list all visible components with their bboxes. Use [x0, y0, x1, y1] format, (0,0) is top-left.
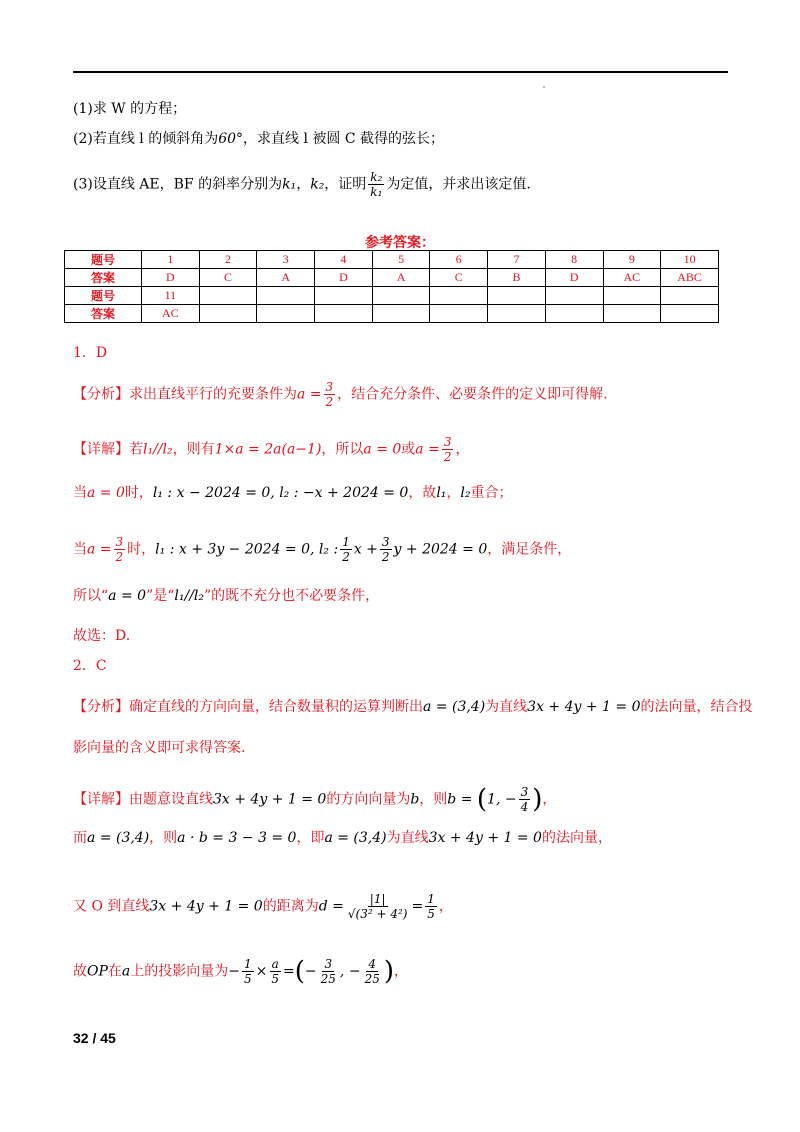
table-cell: A	[372, 269, 430, 287]
case-text: 时，	[124, 485, 153, 501]
case-text: 时，	[127, 541, 156, 558]
table-cell	[257, 287, 315, 305]
table-cell: D	[142, 269, 200, 287]
detail-text: 的方向向量为	[326, 791, 411, 808]
math-expr: a =	[415, 441, 440, 458]
math-expr: 3x + 4y + 1 = 0	[527, 699, 641, 715]
table-cell	[545, 287, 603, 305]
fraction	[442, 435, 454, 464]
detail-text: 而	[73, 830, 87, 846]
table-cell	[545, 305, 603, 323]
math-expr: x +	[353, 541, 378, 558]
table-cell: 5	[372, 251, 430, 269]
fraction-numerator: 3	[115, 535, 124, 549]
fraction-numerator: 1	[244, 957, 252, 971]
slope-ratio-fraction	[368, 170, 384, 199]
analysis-text: 【分析】求出直线平行的充要条件为	[73, 386, 297, 403]
detail-text: 的法向量，	[541, 830, 612, 846]
table-cell: 8	[545, 251, 603, 269]
math-expr: −	[228, 963, 240, 980]
fraction	[242, 957, 254, 986]
detail-text: 又 O 到直线	[73, 898, 150, 915]
fraction	[363, 957, 382, 986]
question-2	[73, 129, 444, 149]
fraction	[269, 957, 281, 986]
detail-text: 【详解】由题意设直线	[73, 791, 213, 808]
slope-k2: k₂	[310, 176, 325, 193]
conclusion-text: ”的既不充分也不必要条件，	[204, 588, 380, 604]
detail-text: 或	[401, 441, 416, 458]
fraction	[319, 957, 338, 986]
table-cell: 6	[430, 251, 488, 269]
fraction-denominator: 2	[443, 450, 452, 464]
math-expr: a = (3,4)	[423, 699, 486, 715]
math-expr: 3x + 4y + 1 = 0	[149, 898, 263, 915]
row-header: 答案	[65, 269, 142, 287]
question-3-text-end: 为定值，并求出该定值.	[386, 176, 531, 193]
detail-text: 在	[107, 963, 122, 980]
math-expr: y + 2024 = 0	[393, 541, 488, 558]
math-expr: OP	[87, 963, 108, 980]
math-expr: ×	[255, 963, 268, 980]
question-3-text-mid: ，证明	[324, 176, 367, 193]
solution-2-heading: 2．C	[73, 658, 107, 674]
math-expr: =	[411, 898, 424, 915]
fraction	[380, 535, 392, 564]
table-cell: 3	[257, 251, 315, 269]
fraction-denominator: 4	[520, 800, 529, 814]
analysis-text: 的法向量，结合投	[640, 699, 753, 715]
math-expr: a = 0	[108, 588, 147, 604]
table-cell	[430, 305, 488, 323]
math-expr: b =	[447, 791, 477, 808]
table-cell	[199, 287, 257, 305]
table-row	[65, 305, 719, 323]
fraction-denominator: 25	[320, 972, 336, 986]
case-text: 当	[73, 541, 87, 558]
case-text: 重合；	[470, 485, 513, 501]
solution-1-heading: 1．D	[73, 345, 108, 361]
answers-table	[64, 250, 719, 323]
detail-text: ，则有	[172, 441, 215, 458]
fraction-denominator: 5	[427, 907, 435, 921]
table-cell	[372, 305, 430, 323]
table-cell: 11	[142, 287, 200, 305]
conclusion-text: ”是“	[146, 588, 175, 604]
fraction-numerator: |1|	[369, 892, 386, 906]
fraction	[519, 785, 531, 814]
question-3-text: (3)设直线 AE，BF 的斜率分别为	[73, 176, 283, 193]
question-2-text-end: ，求直线 l 被圆 C 截得的弦长；	[243, 131, 445, 147]
detail-text: 上的投影向量为	[130, 963, 229, 980]
math-expr: 3x + 4y + 1 = 0	[213, 791, 327, 808]
table-cell	[315, 287, 373, 305]
table-row	[65, 251, 719, 269]
table-cell: 9	[603, 251, 661, 269]
table-cell	[430, 287, 488, 305]
answers-title: 参考答案：	[365, 235, 435, 251]
fraction	[425, 892, 437, 921]
detail-text: ，	[455, 441, 470, 458]
math-expr: l₂	[460, 485, 471, 501]
table-cell: D	[545, 269, 603, 287]
angle-value: 60°	[218, 131, 244, 147]
fraction-numerator: 3	[381, 535, 390, 549]
table-cell: C	[199, 269, 257, 287]
fraction-numerator: k₂	[370, 170, 383, 184]
fraction	[340, 535, 352, 564]
detail-text: ，则	[419, 791, 448, 808]
solution-2-line-4	[73, 957, 408, 986]
analysis-text: 为直线	[485, 699, 528, 715]
separator: ，	[446, 485, 461, 501]
conclusion-text: 所以“	[73, 588, 109, 604]
table-cell: ABC	[661, 269, 719, 287]
table-cell: D	[315, 269, 373, 287]
detail-text: 故	[73, 963, 87, 980]
table-cell: 4	[315, 251, 373, 269]
table-cell: C	[430, 269, 488, 287]
detail-text: 【详解】若	[73, 441, 143, 458]
fraction-numerator: 3	[520, 785, 529, 799]
math-expr: l₁ : x + 3y − 2024 = 0, l₂ :	[155, 541, 339, 558]
detail-text: 为直线	[386, 830, 429, 846]
table-cell: AC	[603, 269, 661, 287]
solution-2-analysis-cont: 影向量的含义即可求得答案.	[73, 740, 246, 756]
fraction-denominator: 25	[364, 972, 380, 986]
case-text: ，满足条件，	[487, 541, 572, 558]
fraction-denominator: 2	[115, 550, 124, 564]
detail-text: 的距离为	[262, 898, 319, 915]
math-expr: , −	[339, 963, 361, 980]
math-expr: l₁//l₂	[143, 441, 173, 458]
math-expr: a	[121, 963, 131, 980]
table-cell	[199, 305, 257, 323]
math-expr: a = 0	[363, 441, 402, 458]
table-cell	[603, 305, 661, 323]
math-expr: b	[410, 791, 420, 808]
separator: ，	[296, 176, 311, 193]
math-expr: a · b = 3 − 3 = 0	[177, 830, 297, 846]
table-cell: AC	[142, 305, 200, 323]
solution-2-analysis	[73, 697, 753, 717]
math-expr: 1, −	[487, 791, 517, 808]
math-expr: a =	[297, 386, 322, 403]
header-dot	[543, 86, 545, 88]
math-expr: a =	[87, 541, 112, 558]
fraction-denominator: √(3² + 4²)	[347, 907, 408, 921]
fraction-denominator: 2	[381, 550, 390, 564]
solution-1-choice: 故选：D.	[73, 628, 131, 644]
header-rule	[73, 71, 728, 73]
table-cell	[257, 305, 315, 323]
close-paren: )	[532, 784, 543, 815]
math-expr: d =	[318, 898, 344, 915]
question-1-text: (1)求 W 的方程；	[73, 101, 187, 117]
math-expr: 3x + 4y + 1 = 0	[428, 830, 542, 846]
analysis-text-end: ，结合充分条件、必要条件的定义即可得解.	[337, 386, 608, 403]
solution-1-case-2	[73, 535, 571, 564]
close-paren: )	[383, 956, 394, 987]
analysis-text: 【分析】确定直线的方向向量，结合数量积的运算判断出	[73, 699, 423, 715]
table-cell: 1	[142, 251, 200, 269]
solution-2-line-2	[73, 828, 612, 848]
table-cell	[488, 305, 546, 323]
math-expr: a = (3,4)	[87, 830, 150, 846]
row-header: 题号	[65, 251, 142, 269]
math-expr: l₁ : x − 2024 = 0, l₂ : −x + 2024 = 0	[152, 485, 409, 501]
table-cell: 10	[661, 251, 719, 269]
fraction	[346, 892, 410, 921]
table-cell	[372, 287, 430, 305]
math-expr: a = (3,4)	[324, 830, 387, 846]
fraction	[114, 535, 126, 564]
fraction-numerator: 4	[368, 957, 377, 971]
table-cell: 7	[488, 251, 546, 269]
fraction-denominator: k₁	[370, 185, 383, 199]
table-cell: A	[257, 269, 315, 287]
table-cell: B	[488, 269, 546, 287]
slope-k1: k₁	[282, 176, 297, 193]
table-cell	[315, 305, 373, 323]
solution-1-conclusion	[73, 586, 379, 606]
fraction-numerator: 1	[342, 535, 350, 549]
math-expr: =	[283, 963, 295, 980]
table-cell	[488, 287, 546, 305]
table-row	[65, 287, 719, 305]
solution-1-case-1	[73, 483, 513, 503]
question-3	[73, 170, 531, 199]
open-paren: (	[294, 956, 305, 987]
fraction-numerator: 1	[427, 892, 435, 906]
fraction-numerator: a	[271, 957, 279, 971]
table-cell: 2	[199, 251, 257, 269]
question-2-text: (2)若直线 l 的倾斜角为	[73, 131, 219, 147]
solution-2-detail	[73, 785, 556, 814]
open-paren: (	[476, 784, 488, 815]
table-cell	[603, 287, 661, 305]
detail-text: ，	[542, 791, 557, 808]
fraction-denominator: 2	[342, 550, 350, 564]
detail-text: ，	[394, 963, 408, 980]
row-header: 答案	[65, 305, 142, 323]
fraction-denominator: 5	[271, 972, 280, 986]
fraction-numerator: 3	[325, 380, 334, 394]
math-expr: l₁//l₂	[174, 588, 205, 604]
math-expr: −	[304, 963, 317, 980]
table-row	[65, 269, 719, 287]
detail-text: ，所以	[321, 441, 364, 458]
math-expr: 1×a = 2a(a−1)	[214, 441, 322, 458]
solution-1-detail	[73, 435, 469, 464]
math-expr: l₁	[436, 485, 447, 501]
row-header: 题号	[65, 287, 142, 305]
table-cell	[661, 305, 719, 323]
fraction-denominator: 2	[325, 395, 334, 409]
detail-text: ，	[438, 898, 453, 915]
case-text: ，故	[408, 485, 437, 501]
solution-1-analysis	[73, 380, 608, 409]
math-expr: a = 0	[87, 485, 125, 501]
table-cell	[661, 287, 719, 305]
fraction-numerator: 3	[324, 957, 333, 971]
page-number: 32 / 45	[73, 1030, 116, 1046]
fraction-denominator: 5	[244, 972, 252, 986]
solution-2-line-3	[73, 892, 453, 921]
fraction-numerator: 3	[443, 435, 452, 449]
detail-text: ，则	[149, 830, 178, 846]
fraction	[324, 380, 336, 409]
question-1	[73, 99, 186, 119]
detail-text: ，即	[296, 830, 325, 846]
case-text: 当	[73, 485, 87, 501]
